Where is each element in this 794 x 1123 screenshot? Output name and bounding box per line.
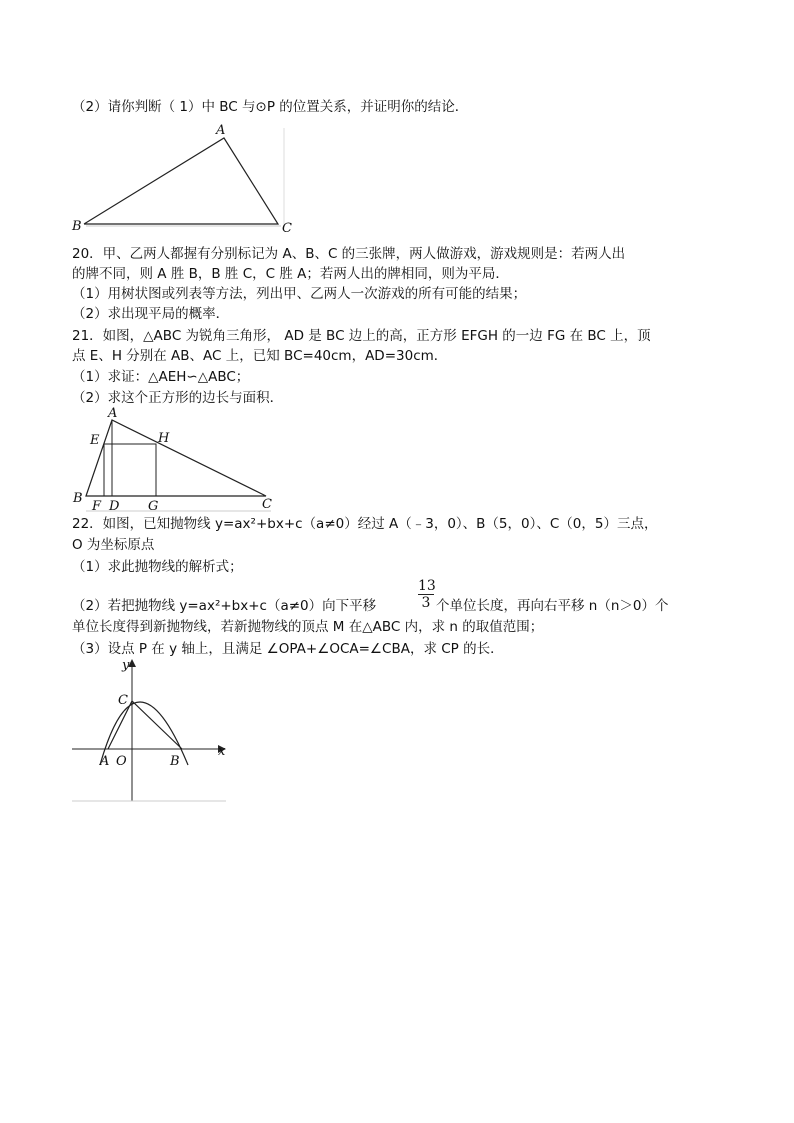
q20-part1: （1）用树状图或列表等方法，列出甲、乙两人一次游戏的所有可能的结果； bbox=[72, 286, 527, 302]
vertex-f-label: F bbox=[92, 499, 102, 514]
vertex-c-label: C bbox=[262, 497, 272, 512]
y-axis-label: y bbox=[122, 658, 130, 673]
vertex-h-label: H bbox=[158, 431, 170, 446]
point-a-label: A bbox=[100, 754, 110, 769]
q22-part3: （3）设点 P 在 y 轴上，且满足 ∠OPA+∠OCA=∠CBA，求 CP 的长． bbox=[72, 641, 504, 657]
q22-part2-end: 个单位长度，再向右平移 n（n＞0）个 bbox=[436, 598, 669, 614]
q22-part2-line2: 单位长度得到新抛物线，若新抛物线的顶点 M 在△ABC 内，求 n 的取值范围； bbox=[72, 619, 544, 635]
vertex-b-label: B bbox=[73, 491, 83, 506]
q21-line1: 21．如图，△ABC 为锐角三角形， AD 是 BC 边上的高，正方形 EFGH 的一边 FG 在 BC 上，顶 bbox=[72, 328, 651, 344]
parabola-coordinate-figure bbox=[66, 655, 236, 805]
vertex-c-label: C bbox=[282, 221, 292, 235]
q22-line1: 22．如图，已知抛物线 y=ax²+bx+c（a≠0）经过 A（﹣3，0）、B（5，0）、C（0，5）三点， bbox=[72, 516, 658, 532]
x-axis-label: x bbox=[218, 744, 226, 759]
q22-part2-start: （2）若把抛物线 y=ax²+bx+c（a≠0）向下平移 bbox=[72, 598, 377, 614]
point-b-label: B bbox=[170, 754, 180, 769]
q21-line2: 点 E、H 分别在 AB、AC 上，已知 BC=40cm，AD=30cm． bbox=[72, 348, 448, 364]
vertex-d-label: D bbox=[109, 499, 120, 514]
q22-line2: O 为坐标原点 bbox=[72, 537, 155, 553]
origin-o-label: O bbox=[116, 754, 127, 769]
vertex-g-label: G bbox=[148, 499, 159, 514]
vertex-e-label: E bbox=[90, 433, 100, 448]
vertex-a-label: A bbox=[216, 123, 226, 138]
q20-part2: （2）求出现平局的概率． bbox=[72, 306, 230, 322]
vertex-a-label: A bbox=[108, 406, 118, 421]
q19-part2-text: （2）请你判断（ 1）中 BC 与⊙P 的位置关系，并证明你的结论． bbox=[72, 99, 469, 115]
fraction-numerator: 13 bbox=[418, 578, 436, 594]
q21-part2: （2）求这个正方形的边长与面积． bbox=[72, 390, 284, 406]
point-c-label: C bbox=[118, 693, 128, 708]
q20-line2: 的牌不同，则 A 胜 B，B 胜 C，C 胜 A；若两人出的牌相同，则为平局． bbox=[72, 266, 509, 282]
q20-line1: 20．甲、乙两人都握有分别标记为 A、B、C 的三张牌，两人做游戏，游戏规则是：若两人出 bbox=[72, 246, 626, 262]
fraction-denominator: 3 bbox=[421, 595, 431, 611]
vertex-b-label: B bbox=[72, 219, 82, 234]
q21-part1: （1）求证：△AEH∽△ABC； bbox=[72, 369, 250, 385]
square-in-triangle-figure bbox=[66, 406, 276, 514]
q22-part1: （1）求此抛物线的解析式； bbox=[72, 559, 243, 575]
fraction-13-over-3 bbox=[418, 578, 434, 611]
triangle-abc-figure bbox=[66, 120, 296, 235]
